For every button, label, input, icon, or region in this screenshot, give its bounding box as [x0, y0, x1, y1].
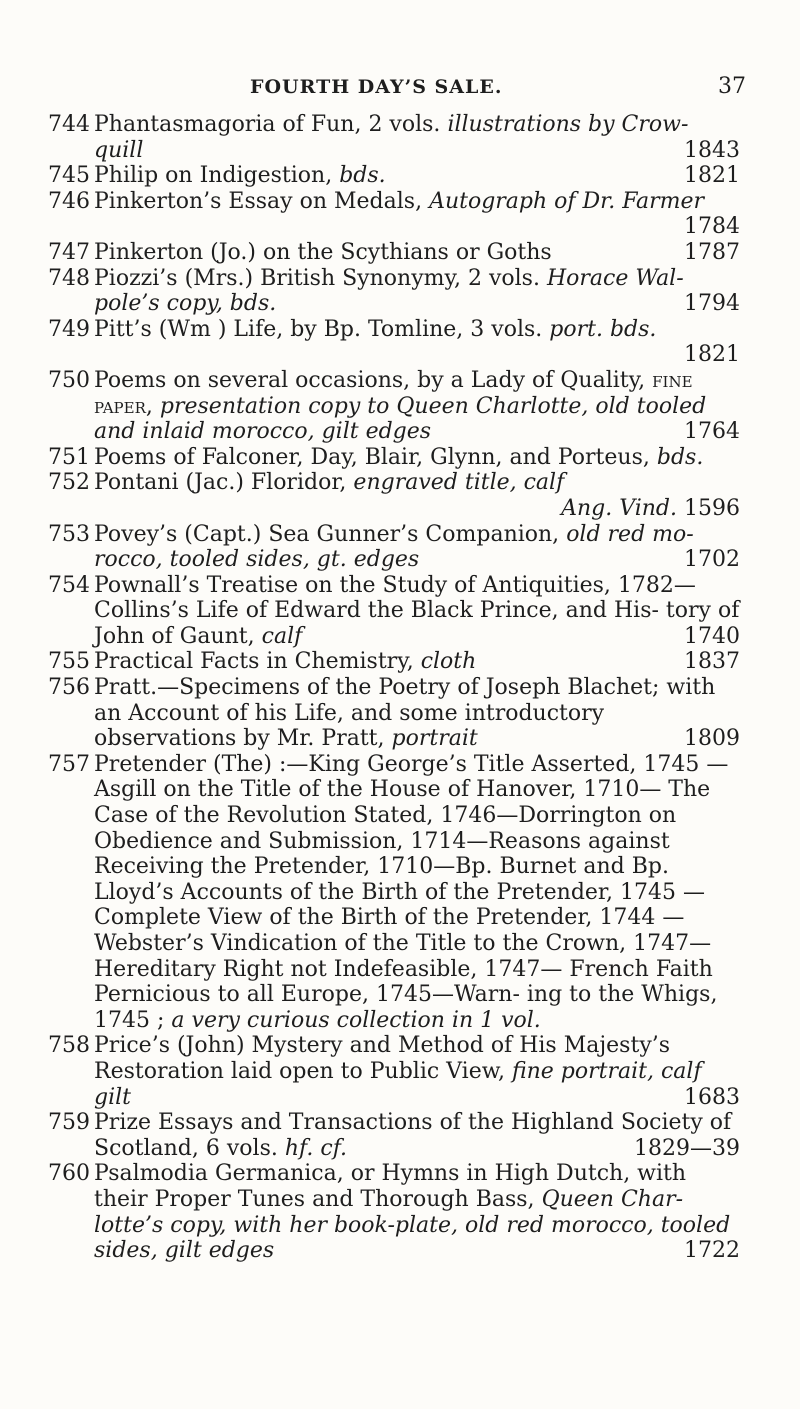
entry-date: 1764: [684, 419, 740, 445]
catalogue-entry: [50, 522, 740, 573]
lot-number: 753: [48, 521, 90, 547]
entry-title: Psalmodia Germanica, or Hymns in High Dutch, with their Proper Tunes and Thorough Bass,: [94, 1161, 687, 1212]
catalogue-entry: [50, 573, 740, 650]
entry-title: Pretender (The) :—King George’s Title Asserted, 1745 —Asgill on the Title of the House of Hanover, 1710— The Case of the Revolution Stated, 1746—Dorrington on Obedience and Submission, 1714—Reasons against Receiving the Pretender, 1710—Bp. Burnet and Bp. Lloyd’s Accounts of the Birth of the Pretender, 1745 —Complete View of the Birth of the Pretender, 1744 —Webster’s Vindication of the Title to the Crown, 1747—Hereditary Right not Indefeasible, 1747— French Faith Pernicious to all Europe, 1745—Warn- ing to the Whigs, 1745 ;: [94, 751, 729, 1033]
catalogue-entry: [50, 675, 740, 752]
lot-number: 748: [48, 265, 90, 291]
page-number: 37: [718, 74, 746, 99]
entry-date: 1821: [684, 342, 740, 368]
lot-number: 757: [48, 751, 90, 777]
entry-note: a very curious collection in 1 vol.: [171, 1007, 541, 1033]
lot-number: 756: [48, 675, 90, 701]
catalogue-entry: [50, 317, 740, 368]
lot-number: 752: [48, 470, 90, 496]
lot-number: 751: [48, 444, 90, 470]
entry-note: quill: [94, 137, 144, 163]
entry-date: 1837: [684, 649, 740, 675]
entry-place: Ang. Vind.: [561, 495, 677, 521]
lot-number: 745: [48, 163, 90, 189]
entry-note: fine portrait, calf gilt: [94, 1058, 702, 1110]
entry-date: 1829—39: [634, 1135, 740, 1161]
catalogue-entry: [50, 240, 740, 266]
entry-note: engraved title, calf: [353, 470, 565, 496]
entry-title: Philip on Indigestion,: [94, 163, 333, 189]
catalogue-entry: [50, 445, 740, 471]
catalogue-entry: [50, 1161, 740, 1263]
entry-date: 1722: [684, 1238, 740, 1264]
entry-date: 1784: [684, 214, 740, 240]
entry-title: Poems on several occasions, by a Lady of Quality,: [94, 367, 646, 393]
entry-date: 1787: [684, 239, 740, 265]
entry-date: 1740: [684, 623, 740, 649]
catalogue-entry: [50, 163, 740, 189]
entry-title: Price’s (John) Mystery and Method of His Majesty’s Restoration laid open to Public View,: [94, 1033, 671, 1084]
catalogue-entries: [50, 112, 740, 1264]
entry-date: 1843: [684, 137, 740, 163]
entry-title: Piozzi’s (Mrs.) British Synonymy, 2 vols.: [94, 265, 540, 291]
entry-title: Poems of Falconer, Day, Blair, Glynn, and Porteus,: [94, 444, 650, 470]
entry-date: 1809: [684, 726, 740, 752]
catalogue-entry: [50, 470, 740, 521]
lot-number: 759: [48, 1110, 90, 1136]
page-header: [0, 74, 800, 104]
entry-note: calf: [261, 623, 303, 649]
entry-date: 1821: [684, 163, 740, 189]
entry-note: illustrations by Crow-: [447, 112, 689, 137]
entry-note: port. bds.: [549, 316, 657, 342]
lot-number: 755: [48, 649, 90, 675]
entry-note: presentation copy to Queen Charlotte, old tooled and inlaid morocco, gilt edges: [94, 393, 707, 445]
entry-note: portrait: [391, 726, 478, 752]
entry-note: Queen Char- lotte’s copy, with her book-plate, old red morocco, tooled sides, gilt edges: [94, 1186, 731, 1264]
catalogue-entry: [50, 1033, 740, 1110]
entry-title: Pinkerton (Jo.) on the Scythians or Goths: [94, 239, 552, 265]
entry-date: 1702: [684, 547, 740, 573]
lot-number: 754: [48, 572, 90, 598]
lot-number: 747: [48, 239, 90, 265]
catalogue-entry: [50, 112, 740, 163]
entry-title: Pinkerton’s Essay on Medals,: [94, 188, 423, 214]
lot-number: 758: [48, 1033, 90, 1059]
running-head: FOURTH DAY’S SALE.: [250, 76, 503, 98]
entry-note: Horace Wal-: [546, 265, 684, 291]
entry-note: bds.: [339, 163, 386, 189]
entry-note: hf. cf.: [284, 1135, 348, 1161]
entry-date: 1596: [684, 495, 740, 521]
entry-title: Practical Facts in Chemistry,: [94, 649, 414, 675]
entry-note: Autograph of Dr. Farmer: [429, 188, 705, 214]
entry-title: Pitt’s (Wm ) Life, by Bp. Tomline, 3 vols.: [94, 316, 543, 342]
entry-paper: fine paper,: [94, 367, 693, 419]
catalogue-entry: [50, 368, 740, 445]
entry-title: Pratt.—Specimens of the Poetry of Joseph Blachet; with an Account of his Life, and some introductory observations by Mr. Pratt,: [94, 675, 716, 752]
entry-note: pole’s copy, bds.: [94, 291, 277, 317]
catalogue-entry: [50, 189, 740, 240]
entry-date: 1794: [684, 291, 740, 317]
entry-note: bds.: [656, 444, 704, 470]
lot-number: 746: [48, 188, 90, 214]
catalogue-entry: [50, 1110, 740, 1161]
entry-note: cloth: [420, 649, 477, 675]
lot-number: 760: [48, 1161, 90, 1187]
catalogue-entry: [50, 266, 740, 317]
entry-note: old red mo- rocco, tooled sides, gt. edges: [94, 521, 694, 573]
lot-number: 744: [48, 112, 90, 137]
entry-title: Pontani (Jac.) Floridor,: [94, 470, 347, 496]
entry-title: Povey’s (Capt.) Sea Gunner’s Companion,: [94, 521, 560, 547]
entry-title: Phantasmagoria of Fun, 2 vols.: [94, 112, 441, 137]
lot-number: 750: [48, 367, 90, 393]
catalogue-entry: [50, 752, 740, 1034]
entry-title: Pownall’s Treatise on the Study of Antiquities, 1782— Collins’s Life of Edward the Black Prince, and His- tory of John of Gaunt,: [94, 572, 740, 649]
entry-title: Prize Essays and Transactions of the Highland Society of Scotland, 6 vols.: [94, 1110, 732, 1161]
lot-number: 749: [48, 316, 90, 342]
entry-date: 1683: [684, 1084, 740, 1110]
catalogue-entry: [50, 649, 740, 675]
